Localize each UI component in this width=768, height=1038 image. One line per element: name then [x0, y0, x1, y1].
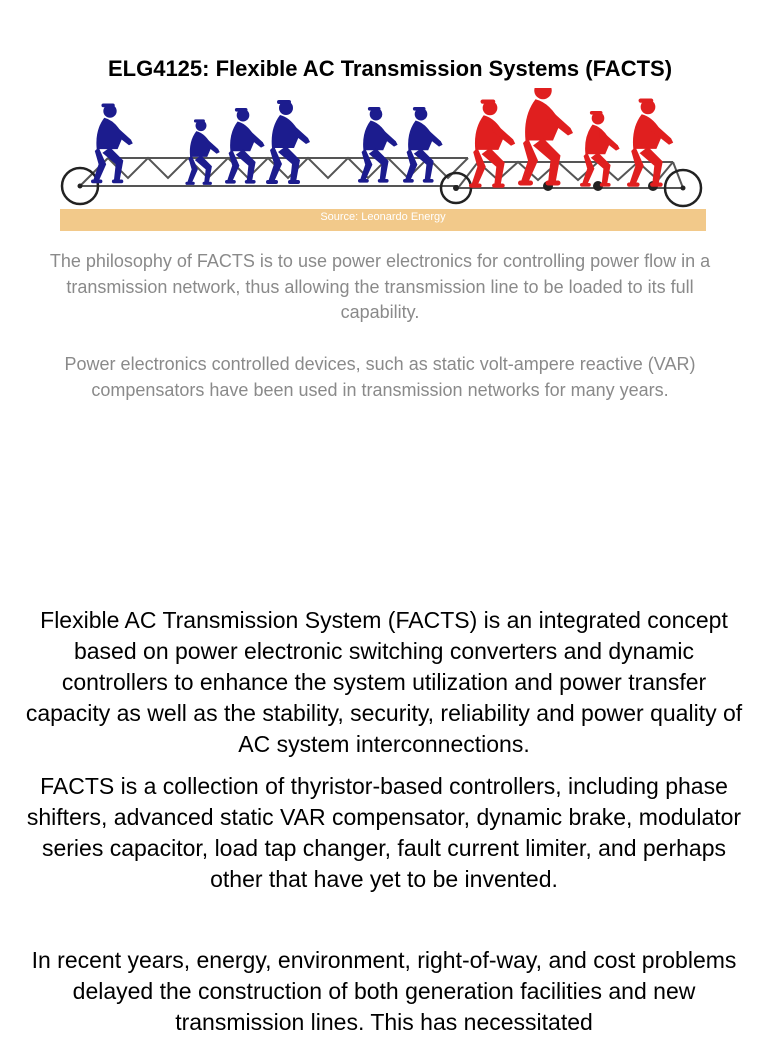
blue-riders: [91, 100, 443, 185]
body-paragraph: In recent years, energy, environment, right-of-way, and cost problems delayed the construction of both generation facilities and new transmission lines. This has necessitated: [31, 947, 737, 1035]
body-paragraph: FACTS is a collection of thyristor-based controllers, including phase shifters, advanced static VAR compensator, dynamic brake, modulator series capacitor, load tap changer, fault current limiter, and perhaps other that have yet to be invented.: [26, 773, 742, 892]
body-paragraph: Flexible AC Transmission System (FACTS) is an integrated concept based on power electronic switching converters and dynamic controllers to enhance the system utilization and power transfer capacity as well as the stability, security, reliability and power quality of AC system interconnections.: [25, 607, 743, 757]
intro-paragraph: The philosophy of FACTS is to use power electronics for controlling power flow in a transmission network, thus allowing the transmission line to be loaded to its full capability.: [49, 251, 711, 322]
page-title: ELG4125: Flexible AC Transmission Systems (FACTS): [107, 56, 673, 81]
image-caption: Source: Leonardo Energy: [320, 211, 446, 223]
image-caption-bar: [60, 209, 706, 231]
intro-paragraph: Power electronics controlled devices, such as static volt-ampere reactive (VAR) compensators have been used in transmission networks for many years.: [64, 354, 696, 400]
